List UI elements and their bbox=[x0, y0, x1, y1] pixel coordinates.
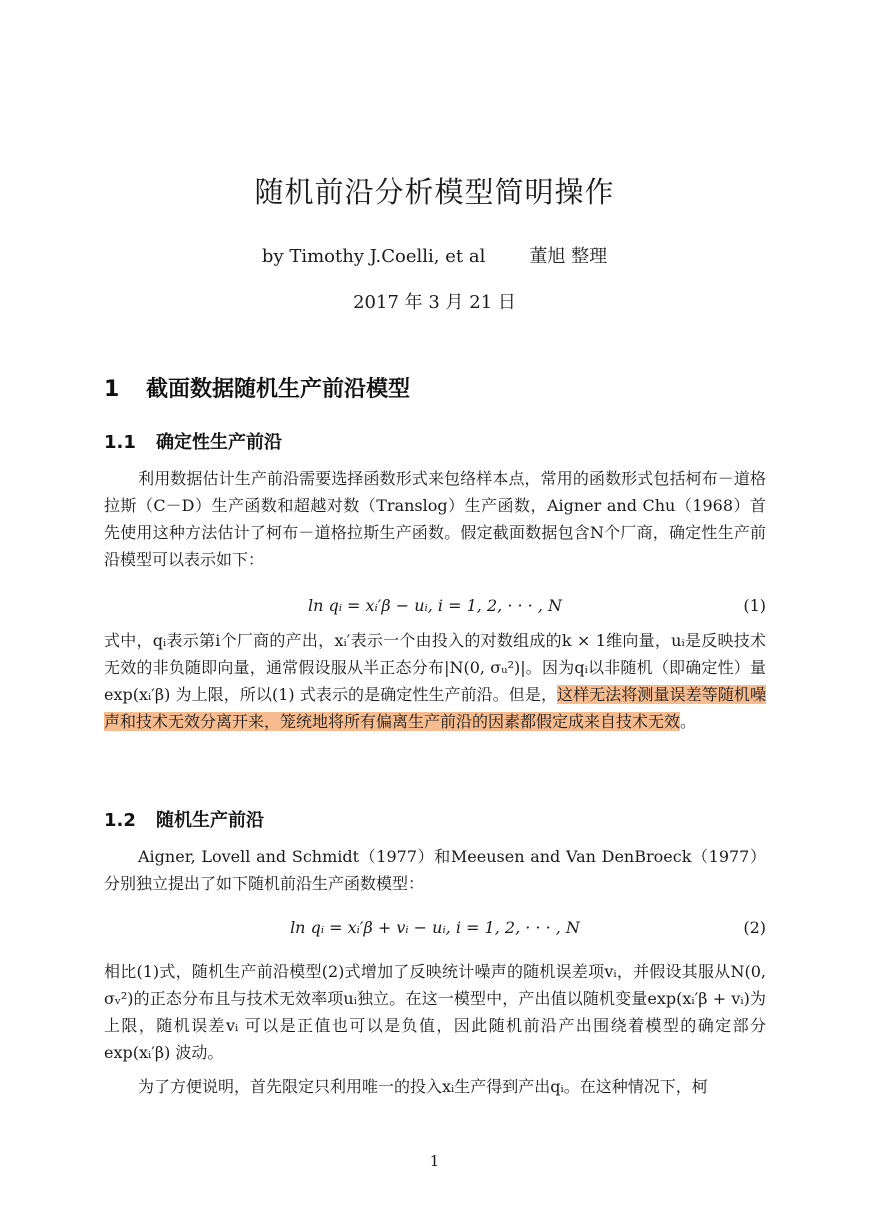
author-name: by Timothy J.Coelli, et al bbox=[261, 246, 486, 267]
subsection-number: 1.2 bbox=[104, 810, 136, 831]
paragraph-text: 相比(1)式，随机生产前沿模型(2)式增加了反映统计噪声的随机误差项vᵢ，并假设其服从N(0, σᵥ²)的正态分布且与技术无效率项uᵢ独立。在这一模型中，产出值以随机变量exp(xᵢ′β + vᵢ)为上限，随机误差vᵢ 可以是正值也可以是负值，因此随机前沿产出围绕着模型的确定部分exp(xᵢ′β) 波动。 bbox=[104, 962, 766, 1062]
subsection-heading-1-1 bbox=[104, 428, 282, 454]
section-number: 1 bbox=[104, 377, 120, 402]
equation-body: ln qᵢ = xᵢ′β − uᵢ, i = 1, 2, · · · , N bbox=[307, 596, 563, 615]
document-date: 2017 年 3 月 21 日 bbox=[353, 292, 516, 313]
subsection-number: 1.1 bbox=[104, 432, 136, 453]
equation-1 bbox=[104, 596, 766, 620]
equation-number: (1) bbox=[743, 596, 766, 615]
section-title: 截面数据随机生产前沿模型 bbox=[146, 377, 411, 402]
paragraph bbox=[104, 1073, 766, 1100]
subsection-heading-1-2 bbox=[104, 806, 264, 832]
paragraph-text: 为了方便说明，首先限定只利用唯一的投入xᵢ生产得到产出qᵢ。在这种情况下，柯 bbox=[138, 1077, 708, 1096]
highlighted-text[interactable]: 这样无法将测量误差等随机噪声和技术无效分离开来，笼统地将所有偏离生产前沿的因素都假定成来自技术无效 bbox=[104, 685, 766, 731]
section-heading-1 bbox=[104, 372, 410, 403]
paragraph-text: 。 bbox=[680, 712, 697, 731]
equation-number: (2) bbox=[743, 918, 766, 937]
equation-2 bbox=[104, 918, 766, 942]
paragraph-text: 利用数据估计生产前沿需要选择函数形式来包络样本点，常用的函数形式包括柯布－道格拉斯（C－D）生产函数和超越对数（Translog）生产函数，Aigner and Chu（1968）首先使用这种方法估计了柯布－道格拉斯生产函数。假定截面数据包含N个厂商，确定性生产前沿模型可以表示如下： bbox=[104, 469, 766, 569]
paragraph bbox=[104, 958, 766, 1066]
paragraph bbox=[104, 627, 766, 735]
paragraph bbox=[104, 465, 766, 573]
author-line bbox=[0, 242, 869, 268]
subsection-title: 确定性生产前沿 bbox=[156, 432, 282, 453]
document-title: 随机前沿分析模型简明操作 bbox=[254, 175, 615, 209]
paragraph bbox=[104, 843, 766, 897]
page-number: 1 bbox=[429, 1152, 440, 1170]
subsection-title: 随机生产前沿 bbox=[156, 810, 264, 831]
paragraph-text: Aigner, Lovell and Schmidt（1977）和Meeusen and Van DenBroeck（1977）分别独立提出了如下随机前沿生产函数模型： bbox=[104, 847, 766, 893]
equation-body: ln qᵢ = xᵢ′β + vᵢ − uᵢ, i = 1, 2, · · · , N bbox=[290, 918, 580, 937]
editor-name: 董旭 整理 bbox=[529, 246, 608, 267]
paragraph-text: 式中，qᵢ表示第i个厂商的产出，xᵢ′表示一个由投入的对数组成的k × 1维向量，uᵢ是反映技术无效的非负随即向量，通常假设服从半正态分布|N(0, σᵤ²)|。因为qᵢ以非随机（即确定性）量exp(xᵢ′β) 为上限，所以(1) 式表示的是确定性生产前沿。但是， bbox=[104, 631, 766, 704]
